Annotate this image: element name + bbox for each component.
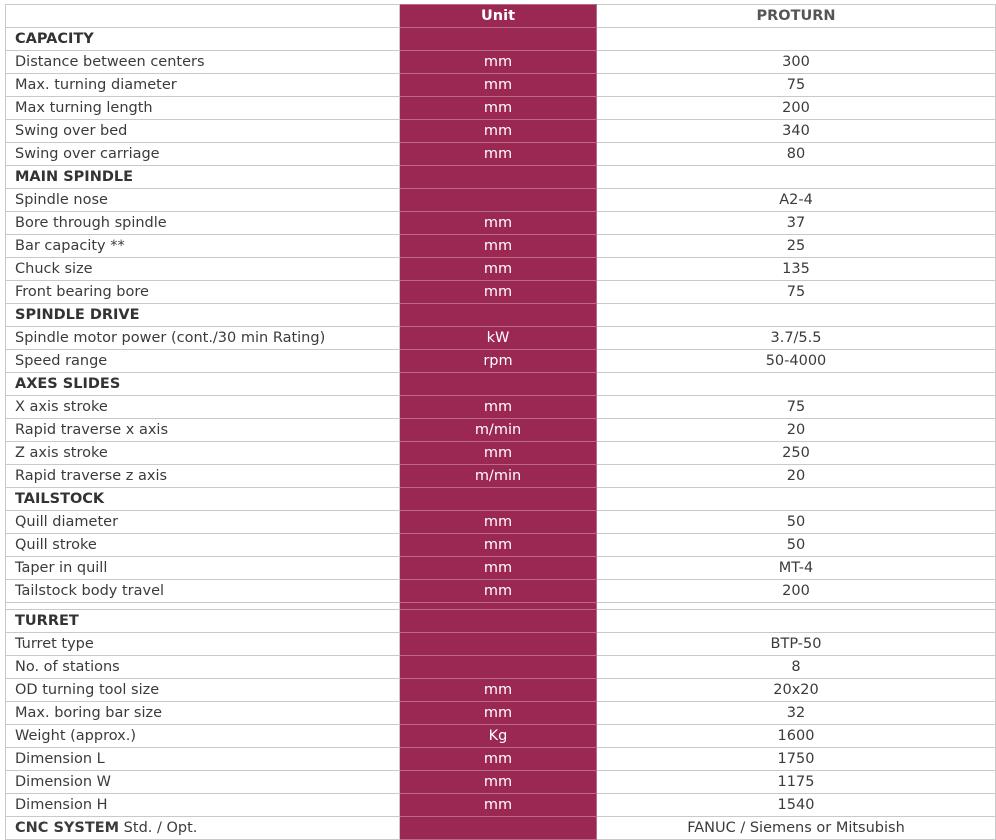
value-cell: 50 xyxy=(597,534,996,557)
unit-cell: mm xyxy=(400,748,597,771)
table-row xyxy=(6,281,996,304)
unit-cell: mm xyxy=(400,74,597,97)
unit-cell xyxy=(400,373,597,396)
unit-cell xyxy=(400,189,597,212)
value-cell: 200 xyxy=(597,580,996,603)
table-row xyxy=(6,702,996,725)
unit-cell: mm xyxy=(400,97,597,120)
unit-cell: mm xyxy=(400,51,597,74)
row-label: Dimension W xyxy=(6,771,400,794)
unit-cell: mm xyxy=(400,396,597,419)
value-cell: 250 xyxy=(597,442,996,465)
section-title: AXES SLIDES xyxy=(6,373,400,396)
value-cell: 200 xyxy=(597,97,996,120)
table-row xyxy=(6,212,996,235)
section-title: TURRET xyxy=(6,610,400,633)
value-cell xyxy=(597,304,996,327)
row-label: X axis stroke xyxy=(6,396,400,419)
value-cell: MT-4 xyxy=(597,557,996,580)
unit-cell xyxy=(400,633,597,656)
unit-cell: mm xyxy=(400,258,597,281)
section-header-row xyxy=(6,166,996,189)
row-label: Front bearing bore xyxy=(6,281,400,304)
row-label: Spindle nose xyxy=(6,189,400,212)
table-row xyxy=(6,534,996,557)
row-label: Swing over carriage xyxy=(6,143,400,166)
unit-cell xyxy=(400,304,597,327)
value-cell: 37 xyxy=(597,212,996,235)
unit-cell: mm xyxy=(400,442,597,465)
row-label: Weight (approx.) xyxy=(6,725,400,748)
table-row xyxy=(6,258,996,281)
value-cell: 1750 xyxy=(597,748,996,771)
table-row xyxy=(6,235,996,258)
row-label: Quill diameter xyxy=(6,511,400,534)
row-label: Quill stroke xyxy=(6,534,400,557)
spacer-row xyxy=(6,603,996,610)
section-title: SPINDLE DRIVE xyxy=(6,304,400,327)
unit-cell: mm xyxy=(400,120,597,143)
unit-cell xyxy=(400,610,597,633)
value-cell: A2-4 xyxy=(597,189,996,212)
spec-table xyxy=(5,4,996,840)
row-label: Dimension L xyxy=(6,748,400,771)
table-header-row xyxy=(6,5,996,28)
unit-cell: mm xyxy=(400,281,597,304)
unit-cell: mm xyxy=(400,702,597,725)
table-row xyxy=(6,656,996,679)
value-cell: 1175 xyxy=(597,771,996,794)
row-label: Z axis stroke xyxy=(6,442,400,465)
section-header-row xyxy=(6,304,996,327)
value-cell: 50-4000 xyxy=(597,350,996,373)
unit-cell: mm xyxy=(400,534,597,557)
value-cell: 20 xyxy=(597,419,996,442)
header-model: PROTURN xyxy=(597,5,996,28)
unit-cell xyxy=(400,656,597,679)
value-cell: 50 xyxy=(597,511,996,534)
value-cell: 75 xyxy=(597,74,996,97)
table-row xyxy=(6,327,996,350)
value-cell: 340 xyxy=(597,120,996,143)
spacer-cell xyxy=(6,603,400,610)
unit-cell xyxy=(400,28,597,51)
value-cell: 75 xyxy=(597,281,996,304)
table-row xyxy=(6,350,996,373)
unit-cell: m/min xyxy=(400,465,597,488)
unit-cell xyxy=(400,166,597,189)
row-label: Rapid traverse x axis xyxy=(6,419,400,442)
value-cell: 3.7/5.5 xyxy=(597,327,996,350)
unit-cell: mm xyxy=(400,511,597,534)
row-label: Bar capacity ** xyxy=(6,235,400,258)
row-label: Tailstock body travel xyxy=(6,580,400,603)
row-label: Bore through spindle xyxy=(6,212,400,235)
section-header-row xyxy=(6,373,996,396)
table-row xyxy=(6,143,996,166)
header-unit: Unit xyxy=(400,5,597,28)
value-cell: 32 xyxy=(597,702,996,725)
row-label: Rapid traverse z axis xyxy=(6,465,400,488)
value-cell: 300 xyxy=(597,51,996,74)
section-header-row xyxy=(6,488,996,511)
value-cell xyxy=(597,28,996,51)
unit-cell: mm xyxy=(400,143,597,166)
section-title: CAPACITY xyxy=(6,28,400,51)
table-row xyxy=(6,120,996,143)
unit-cell xyxy=(400,817,597,840)
table-row xyxy=(6,442,996,465)
unit-cell: mm xyxy=(400,580,597,603)
section-header-row xyxy=(6,28,996,51)
table-row xyxy=(6,419,996,442)
unit-cell: mm xyxy=(400,771,597,794)
value-cell xyxy=(597,166,996,189)
row-label-rest: Std. / Opt. xyxy=(119,820,198,836)
value-cell: 20 xyxy=(597,465,996,488)
row-label: Speed range xyxy=(6,350,400,373)
table-row xyxy=(6,51,996,74)
value-cell xyxy=(597,373,996,396)
table-row xyxy=(6,97,996,120)
value-cell: BTP-50 xyxy=(597,633,996,656)
unit-cell: mm xyxy=(400,794,597,817)
table-row xyxy=(6,511,996,534)
table-row xyxy=(6,189,996,212)
table-row xyxy=(6,817,996,840)
value-cell: 80 xyxy=(597,143,996,166)
row-label: No. of stations xyxy=(6,656,400,679)
row-label xyxy=(6,817,400,840)
table-row xyxy=(6,557,996,580)
unit-cell xyxy=(400,488,597,511)
row-label: OD turning tool size xyxy=(6,679,400,702)
unit-cell: rpm xyxy=(400,350,597,373)
value-cell: 1600 xyxy=(597,725,996,748)
table-row xyxy=(6,580,996,603)
row-label: Dimension H xyxy=(6,794,400,817)
value-cell: 1540 xyxy=(597,794,996,817)
unit-cell: mm xyxy=(400,212,597,235)
spacer-cell xyxy=(597,603,996,610)
section-title: TAILSTOCK xyxy=(6,488,400,511)
unit-cell: m/min xyxy=(400,419,597,442)
row-label: Max. turning diameter xyxy=(6,74,400,97)
spacer-cell xyxy=(400,603,597,610)
table-row xyxy=(6,74,996,97)
table-row xyxy=(6,633,996,656)
row-label: Chuck size xyxy=(6,258,400,281)
table-row xyxy=(6,465,996,488)
row-label: Max turning length xyxy=(6,97,400,120)
row-label: Swing over bed xyxy=(6,120,400,143)
section-header-row xyxy=(6,610,996,633)
value-cell: 75 xyxy=(597,396,996,419)
value-cell: 25 xyxy=(597,235,996,258)
value-cell xyxy=(597,610,996,633)
value-cell: 8 xyxy=(597,656,996,679)
table-row xyxy=(6,794,996,817)
value-cell xyxy=(597,488,996,511)
value-cell: 20x20 xyxy=(597,679,996,702)
row-label: Max. boring bar size xyxy=(6,702,400,725)
unit-cell: mm xyxy=(400,679,597,702)
unit-cell: mm xyxy=(400,557,597,580)
table-row xyxy=(6,771,996,794)
spec-table-body xyxy=(6,5,996,840)
table-row xyxy=(6,725,996,748)
table-row xyxy=(6,748,996,771)
unit-cell: Kg xyxy=(400,725,597,748)
unit-cell: mm xyxy=(400,235,597,258)
value-cell: FANUC / Siemens or Mitsubish xyxy=(597,817,996,840)
row-label: Turret type xyxy=(6,633,400,656)
unit-cell: kW xyxy=(400,327,597,350)
row-label-bold: CNC SYSTEM xyxy=(15,820,120,836)
value-cell: 135 xyxy=(597,258,996,281)
row-label: Distance between centers xyxy=(6,51,400,74)
row-label: Spindle motor power (cont./30 min Rating) xyxy=(6,327,400,350)
header-blank-cell xyxy=(6,5,400,28)
table-row xyxy=(6,396,996,419)
table-row xyxy=(6,679,996,702)
row-label: Taper in quill xyxy=(6,557,400,580)
section-title: MAIN SPINDLE xyxy=(6,166,400,189)
